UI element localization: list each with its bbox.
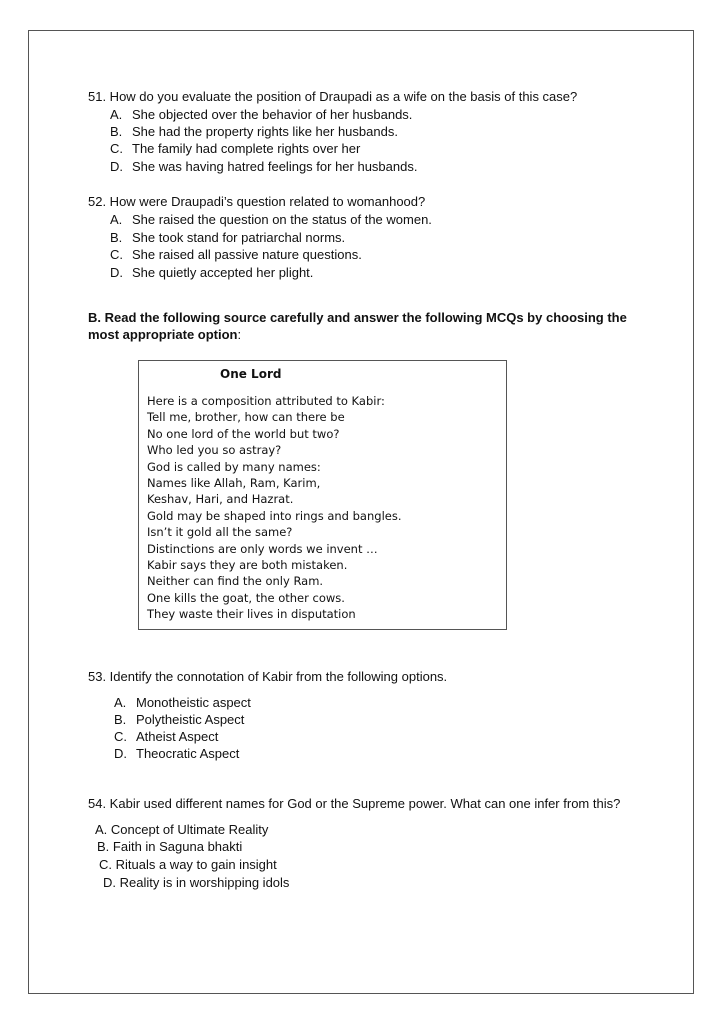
option-letter: D. (114, 746, 127, 761)
option-letter: D. (110, 265, 123, 280)
option-text: The family had complete rights over her (132, 141, 361, 156)
option-letter: A. (114, 695, 127, 710)
source-poem (147, 393, 401, 623)
q54-stem: 54. Kabir used different names for God or the Supreme power. What can one infer from this? (88, 796, 621, 811)
poem-line: Keshav, Hari, and Hazrat. (147, 492, 294, 507)
q51-option-b (110, 123, 398, 140)
q51-option-c (110, 140, 360, 157)
option-letter: A. (110, 212, 123, 227)
poem-line: One kills the goat, the other cows. (147, 590, 345, 605)
source-title: One Lord (220, 367, 282, 381)
option-letter: B. (114, 712, 127, 727)
q53-option-b (114, 711, 244, 728)
q53-option-a (114, 694, 251, 711)
option-text: She quietly accepted her plight. (132, 265, 314, 280)
poem-line: Neither can find the only Ram. (147, 574, 324, 589)
option-text: She took stand for patriarchal norms. (132, 230, 346, 245)
option-text: Polytheistic Aspect (136, 712, 245, 727)
q52-stem: 52. How were Draupadi’s question related to womanhood? (88, 194, 426, 209)
poem-line: Gold may be shaped into rings and bangles. (147, 508, 402, 523)
q53-stem: 53. Identify the connotation of Kabir from the following options. (88, 669, 448, 684)
option-letter: B. (110, 230, 123, 245)
q53-option-c (114, 728, 218, 745)
q54-option-b: B. Faith in Saguna bhakti (97, 839, 243, 854)
section-b-instruction (88, 309, 648, 343)
poem-line: Names like Allah, Ram, Karim, (147, 476, 321, 491)
q51-stem: 51. How do you evaluate the position of Draupadi as a wife on the basis of this case? (88, 89, 578, 104)
option-text: Atheist Aspect (136, 729, 219, 744)
poem-line: Kabir says they are both mistaken. (147, 558, 348, 573)
q54-option-a: A. Concept of Ultimate Reality (95, 822, 269, 837)
option-letter: D. (110, 159, 123, 174)
q52-option-c (110, 246, 362, 263)
option-letter: C. (110, 141, 123, 156)
q51-option-d (110, 158, 417, 175)
poem-line: No one lord of the world but two? (147, 426, 340, 441)
option-text: She objected over the behavior of her husbands. (132, 107, 413, 122)
q52-option-a (110, 211, 432, 228)
instruction-text: B. Read the following source carefully and answer the following MCQs by choosing the most appropriate option (88, 310, 627, 342)
poem-line: Isn’t it gold all the same? (147, 525, 293, 540)
q51-option-a (110, 106, 412, 123)
q52-option-d (110, 264, 313, 281)
instruction-colon: : (237, 327, 242, 342)
option-letter: C. (114, 729, 127, 744)
option-text: She had the property rights like her husbands. (132, 124, 398, 139)
poem-line: They waste their lives in disputation (147, 607, 356, 622)
poem-line: Who led you so astray? (147, 443, 282, 458)
poem-line: Tell me, brother, how can there be (147, 410, 345, 425)
option-text: She was having hatred feelings for her husbands. (132, 159, 418, 174)
poem-line: God is called by many names: (147, 459, 321, 474)
q54-option-d: D. Reality is in worshipping idols (103, 875, 290, 890)
poem-line: Distinctions are only words we invent … (147, 541, 378, 556)
q52-option-b (110, 229, 345, 246)
option-letter: A. (110, 107, 123, 122)
option-letter: B. (110, 124, 123, 139)
option-text: She raised the question on the status of the women. (132, 212, 432, 227)
option-text: Monotheistic aspect (136, 695, 251, 710)
q53-option-d (114, 745, 239, 762)
poem-line: Here is a composition attributed to Kabir: (147, 394, 385, 408)
q54-option-c: C. Rituals a way to gain insight (99, 857, 277, 872)
option-text: Theocratic Aspect (136, 746, 240, 761)
option-letter: C. (110, 247, 123, 262)
option-text: She raised all passive nature questions. (132, 247, 362, 262)
